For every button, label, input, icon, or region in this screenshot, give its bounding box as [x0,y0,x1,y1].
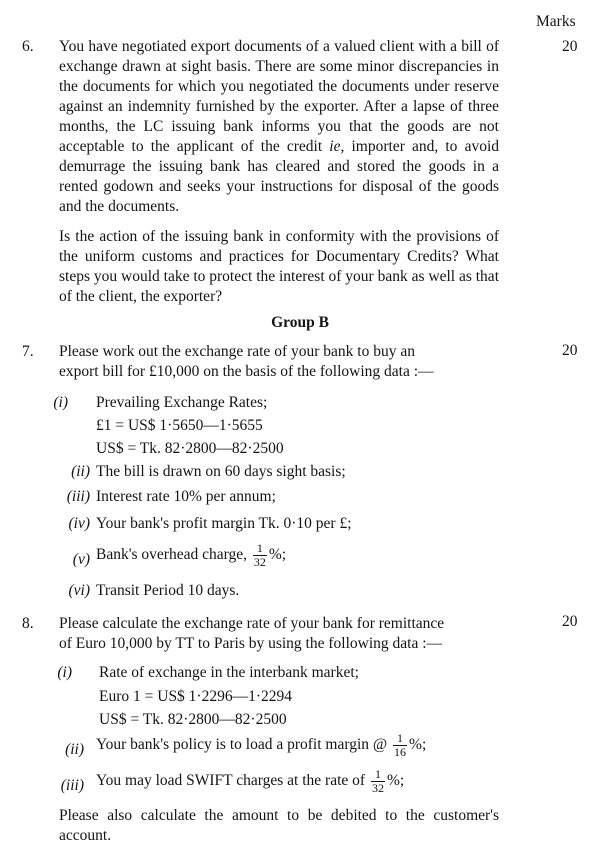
group-b-heading: Group B [271,314,329,331]
rate-line-usd-tk: US$ = Tk. 82·2800—82·2500 [96,440,284,457]
profit-margin-text: Your bank's policy is to load a profit margin @ $\frac{1}{16}$ %; [96,731,427,759]
ie-abbrev: ie [329,138,341,155]
question-8-number: 8. [22,615,34,632]
question-8-intro-line-1: Please calculate the exchange rate of your bank for remittance [59,615,445,632]
fraction-1-16: $\frac{1}{16}$ [394,731,407,759]
question-8-closing: Please also calculate the amount to be debited to the customer's account. [59,807,499,844]
question-6-number: 6. [22,38,34,55]
marks-heading: Marks [536,13,576,30]
question-7-intro-line-1: Please work out the exchange rate of your bank to buy an [59,343,415,360]
question-8-marks: 20 [562,613,578,630]
fraction-1-32-b: $\frac{1}{32}$ [371,767,384,795]
fraction-1-32: $\frac{1}{32}$ [253,541,266,569]
rate-line-usd-tk-2: US$ = Tk. 82·2800—82·2500 [99,711,287,728]
question-7-number: 7. [22,343,34,360]
question-6-paragraph-1: You have negotiated export documents of a valued client with a bill of exchange drawn at sight basis. There are some minor discrepancies in the documents for which you negotiated the documents under reserve against an indemnity furnished by the exporter. After a lapse of three months, the LC issuing bank informs you that the goods are not acceptable to the applicant of the credit ie, importer and, to avoid demurrage the issuing bank has cleared and stored the goods in a rented godown and seeks your instructions for disposal of the goods and the documents. [59,38,500,215]
question-7-marks: 20 [562,342,578,359]
overhead-charge-text: Bank's overhead charge, $\frac{1}{32}$ %; [96,541,287,569]
rate-line-eur-usd: Euro 1 = US$ 1·2296—1·2294 [99,688,293,705]
question-6-marks: 20 [562,38,578,55]
question-6-paragraph-2: Is the action of the issuing bank in conformity with the provisions of the uniform customs and practices for Documentary Credits? What steps you would take to protect the interest of your bank as well as that of the client, the exporter? [59,228,499,305]
question-7-intro-line-2: export bill for £10,000 on the basis of the following data :— [59,363,434,380]
rate-line-gbp-usd: £1 = US$ 1·5650—1·5655 [96,417,263,434]
question-8-intro-line-2: of Euro 10,000 by TT to Paris by using the following data :— [59,635,443,652]
swift-charges-text: You may load SWIFT charges at the rate of $\frac{1}{32}$ %; [96,767,405,795]
